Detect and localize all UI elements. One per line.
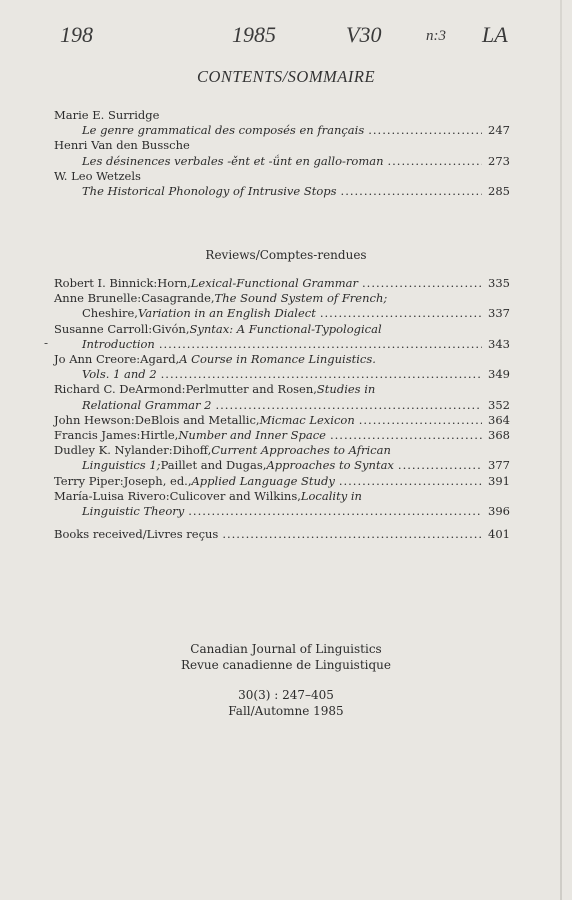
review-title: Linguistics 1;: [82, 458, 161, 473]
review-line: [54, 352, 510, 367]
page-number: 349: [488, 367, 510, 382]
review-title: Micmac Lexicon: [259, 412, 355, 427]
handwritten-annotations: [0, 22, 572, 62]
page-number: 247: [488, 123, 510, 138]
review-line: [54, 291, 510, 306]
page-number: 377: [488, 458, 510, 473]
review-title: Syntax: A Functional-Typological: [189, 321, 382, 336]
review-line: [54, 322, 510, 337]
review-title: Variation in an English Dialect: [137, 306, 316, 321]
leader-dots: [388, 154, 483, 169]
margin-mark: -: [44, 336, 49, 350]
article-title-line: [54, 154, 510, 169]
page-title: CONTENTS/SOMMAIRE: [196, 67, 376, 86]
reviews-list: [54, 276, 510, 542]
article-title-line: [54, 184, 510, 199]
article-title-line: [54, 123, 510, 138]
review-authors: Casagrande,: [141, 291, 215, 306]
page-number: 364: [488, 412, 510, 427]
leader-dots: [341, 184, 482, 199]
issue-season: Fall/Automne 1985: [228, 704, 344, 718]
journal-footer: [0, 641, 572, 719]
review-title: Current Approaches to African: [211, 443, 391, 458]
leader-dots: [330, 428, 482, 443]
page-number: 337: [488, 306, 510, 321]
review-authors: Agard,: [140, 352, 180, 367]
article-title: Le genre grammatical des composés en français: [82, 123, 365, 138]
review-title: Introduction: [82, 336, 155, 351]
article-author: W. Leo Wetzels: [54, 168, 141, 183]
page-number: 352: [488, 397, 510, 412]
article-entry: [54, 169, 510, 199]
review-authors: Horn,: [157, 276, 191, 290]
review-line: [54, 458, 510, 473]
handwritten-note: V30: [346, 22, 382, 47]
reviewer: Terry Piper:: [54, 473, 124, 488]
review-title: The Sound System of French;: [214, 291, 388, 306]
reviewer: Anne Brunelle:: [54, 291, 142, 306]
review-line: [54, 443, 510, 458]
review-title: Locality in: [300, 488, 362, 503]
review-title: Applied Language Study: [191, 473, 335, 488]
page-number: 396: [488, 504, 510, 519]
page-number: 335: [488, 276, 510, 290]
leader-dots: [159, 337, 482, 352]
spacer: [0, 673, 572, 687]
page-number: 285: [488, 184, 510, 199]
review-authors: Givón,: [152, 321, 190, 336]
reviewer: Susanne Carroll:: [54, 321, 153, 336]
articles-list: [54, 108, 510, 199]
review-authors: Perlmutter and Rosen,: [185, 382, 317, 397]
page-number: 273: [488, 153, 510, 168]
review-line: [54, 337, 510, 352]
review-line: [54, 367, 510, 382]
review-authors: Dihoff,: [172, 443, 212, 458]
review-title: Lexical-Functional Grammar: [190, 276, 359, 290]
article-entry: [54, 108, 510, 138]
reviewer: Jo Ann Creore:: [54, 352, 141, 367]
leader-dots: [222, 527, 482, 542]
books-received-label: Books received/Livres reçus: [54, 527, 219, 542]
article-author: Marie E. Surridge: [54, 108, 160, 122]
article-entry: [54, 138, 510, 168]
page-crease: [560, 0, 562, 900]
review-authors: Joseph, ed.,: [123, 473, 192, 488]
leader-dots: [359, 413, 482, 428]
article-author: Henri Van den Bussche: [54, 138, 190, 153]
review-title: Studies in: [316, 382, 376, 397]
issue-pages: 30(3) : 247–405: [238, 688, 334, 702]
review-line: [54, 504, 510, 519]
page-number: 391: [488, 473, 510, 488]
leader-dots: [161, 367, 482, 382]
books-received-line: [54, 527, 510, 542]
handwritten-note: n:3: [426, 28, 446, 44]
review-authors: Hirtle,: [140, 428, 179, 443]
review-authors: DeBlois and Metallic,: [134, 412, 260, 427]
handwritten-note: 1985: [232, 22, 276, 47]
reviewer: Francis James:: [54, 428, 141, 443]
reviewer: María-Luisa Rivero:: [54, 488, 170, 503]
review-title: Linguistic Theory: [82, 504, 185, 519]
review-title: Approaches to Syntax: [266, 458, 394, 473]
reviewer: Richard C. DeArmond:: [54, 382, 186, 397]
page-number: 368: [488, 428, 510, 443]
review-line: [54, 306, 510, 321]
review-line: [54, 489, 510, 504]
review-line: [54, 428, 510, 443]
review-line: [54, 276, 510, 291]
leader-dots: [320, 306, 482, 321]
article-title: The Historical Phonology of Intrusive Stops: [82, 184, 337, 199]
leader-dots: [188, 504, 482, 519]
leader-dots: [216, 398, 483, 413]
article-title: Les désinences verbales -ěnt et -ǘnt en gallo-roman: [82, 153, 384, 168]
journal-name-en: Canadian Journal of Linguistics: [190, 642, 382, 656]
page-number: 343: [488, 336, 510, 351]
review-title: Relational Grammar 2: [82, 397, 212, 412]
reviews-heading: Reviews/Comptes-rendues: [205, 248, 367, 262]
journal-name-fr: Revue canadienne de Linguistique: [180, 658, 392, 672]
handwritten-note: 198: [60, 22, 93, 47]
reviewer: Robert I. Binnick:: [54, 276, 158, 290]
leader-dots: [398, 458, 482, 473]
review-line: [54, 398, 510, 413]
page-number: 401: [488, 527, 510, 542]
review-title: Vols. 1 and 2: [82, 367, 157, 382]
leader-dots: [362, 276, 482, 291]
review-line: [54, 413, 510, 428]
reviewer: Dudley K. Nylander:: [54, 443, 173, 458]
leader-dots: [339, 474, 482, 489]
handwritten-note: LA: [482, 22, 508, 47]
review-authors: Culicover and Wilkins,: [169, 488, 301, 503]
review-authors: Cheshire,: [82, 306, 138, 321]
review-title: Number and Inner Space: [178, 428, 326, 443]
leader-dots: [368, 123, 482, 138]
review-title: A Course in Romance Linguistics.: [179, 352, 376, 367]
review-line: [54, 382, 510, 397]
reviewer: John Hewson:: [54, 412, 135, 427]
review-authors: Paillet and Dugas,: [160, 458, 267, 473]
review-line: [54, 474, 510, 489]
